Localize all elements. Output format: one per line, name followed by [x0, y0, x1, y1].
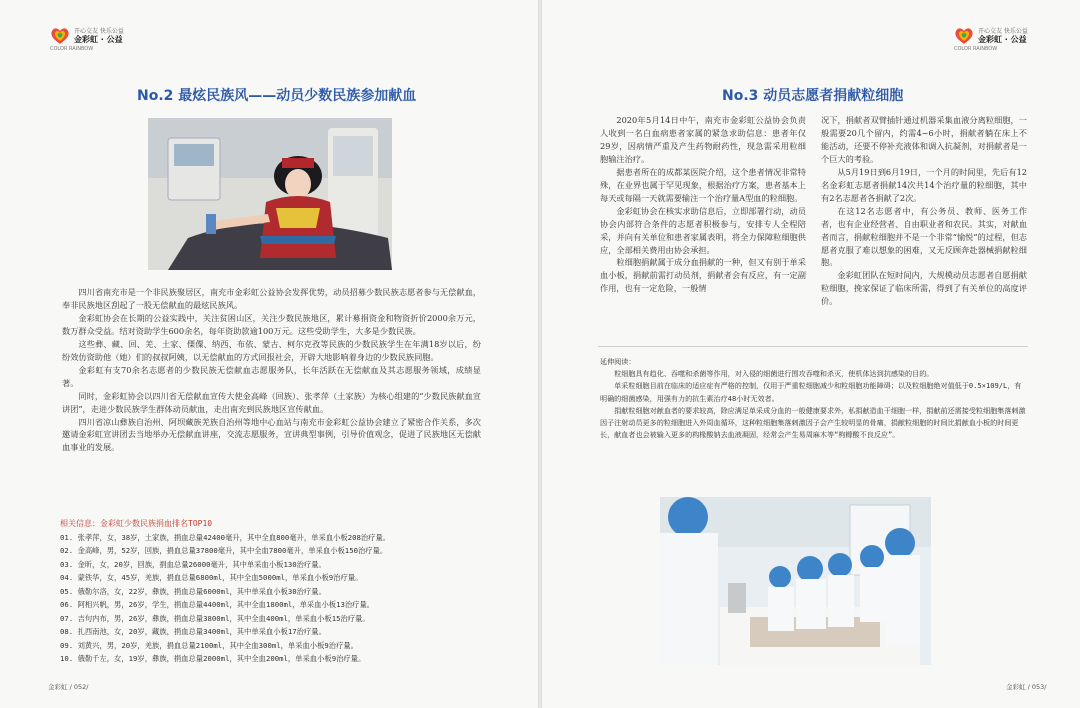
paragraph: 四川省南充市是一个非民族聚居区，南充市金彩虹公益协会发挥优势，动员招募少数民族志愿者参与无偿献血，奉非民族地区刮起了一股无偿献血的最炫民族风。	[62, 287, 481, 310]
paragraph: 粒细胞捐献属于成分血捐献的一种，但又有别于单采血小板，捐献前需打动员剂，捐献者会有反应，有一定副作用，也有一定危险，一般情	[600, 257, 806, 294]
paragraph: 金彩虹团队在短时间内，大规模动员志愿者自愿捐献粒细胞，挽家保证了临床所需，得到了有关单位的高度评价。	[821, 270, 1027, 307]
article-column-2	[821, 114, 1027, 338]
rainbow-heart-logo-icon	[954, 27, 998, 52]
list-item: 02. 金高峰，男，52岁，回族，捐血总量37800毫升，其中全血7800毫升，单采血小板150治疗量。	[60, 546, 388, 556]
extended-reading	[600, 356, 1027, 441]
paragraph: 金彩虹协会在长期的公益实践中，关注贫困山区，关注少数民族地区，累计募捐资金和物资折价2000余万元，数万群众受益。结对资助学生600余名，每年资助款逾100万元。这些受助学生，大多是少数民族。	[62, 312, 481, 336]
paragraph: 四川省凉山彝族自治州、阿坝藏族羌族自治州等地中心血站与南充市金彩虹公益协会建立了紧密合作关系，多次邀请金彩虹宣讲团去当地举办无偿献血讲座，交流志愿服务，宣讲典型事例，引导价值观念，促进了民族地区无偿献血事业的发展。	[62, 416, 481, 453]
list-item: 07. 吉句内布，男，26岁，彝族，捐血总量3800ml，其中全血400ml，单采血小板15治疗量。	[60, 613, 370, 623]
logo-slogan: 开心交友 快乐公益	[74, 28, 124, 36]
logo-caption: COLOR RAINBOW	[50, 46, 94, 52]
logo	[50, 27, 124, 52]
logo-name: 金彩虹 · 公益	[978, 34, 1027, 44]
paragraph: 从5月19日到6月19日，一个月的时间里，先后有12名金彩虹志愿者捐献14次共14个治疗量的粒细胞，其中有2名志愿者各捐献了2次。	[821, 166, 1027, 203]
rainbow-heart-logo-icon	[50, 27, 94, 52]
paragraph: 同时，金彩虹协会以四川省无偿献血宣传大使金高峰（回族）、张孝萍（土家族）为核心组建的“少数民族献血宣讲团”，走进少数民族学生群体动员献血，走出南充到民族地区宣传献血。	[62, 390, 481, 414]
donor-ranking-list	[60, 531, 480, 666]
blood-donation-photo	[148, 118, 392, 270]
page-number: 金彩虹 / 052/	[48, 683, 89, 691]
list-item: 03. 金昕，女，20岁，回族，捐血总量26000毫升，其中单采血小板130治疗量。	[60, 559, 326, 569]
list-item: 06. 阿相兴帆，男，26岁，学生，捐血总量4400ml，其中全血1800ml，单采血小板13治疗量。	[60, 600, 375, 610]
paragraph: 况下，捐献者双臂插针通过机器采集血液分离粒细胞，一般需要20几个留内，约需4~6小时，捐献者躺在床上不能活动，还要不停补充液体和调入抗凝剂，对捐献者是一个巨大的考验。	[821, 115, 1027, 164]
list-item: 04. 蒙铁华，女，45岁，羌族，捐血总量6800ml，其中全血5000ml，单采血小板9治疗量。	[60, 573, 363, 583]
section-divider	[598, 346, 1028, 347]
logo	[954, 27, 1028, 52]
paragraph: 金彩虹有支70余名志愿者的少数民族无偿献血志愿服务队，长年活跃在无偿献血及其志愿服务领域，成绩显著。	[62, 364, 481, 388]
page-number: 金彩虹 / 053/	[1006, 683, 1047, 691]
list-item: 05. 俄勒尔洛，女，22岁，彝族，捐血总量6000ml，其中单采血小板30治疗量。	[60, 586, 326, 596]
list-item: 01. 张孝萍，女，38岁，土家族，捐血总量42400毫升，其中全血800毫升，单采血小板208治疗量。	[60, 533, 391, 542]
left-page	[0, 0, 538, 708]
paragraph: 粒细胞具有趋化、吞噬和杀菌等作用，对入侵的细菌进行围攻吞噬和杀灭，使机体达到抗感染的目的。	[614, 369, 934, 379]
logo-slogan: 开心交友 快乐公益	[978, 28, 1028, 36]
related-info-title: 相关信息：金彩虹少数民族捐血排名TOP10	[60, 519, 213, 528]
paragraph: 单采粒细胞目前在临床的适应症有严格的控制，仅用于严重粒细胞减少和粒细胞功能障碍；以及粒细胞绝对值低于0.5×109/L，有明确的细菌感染，用强有力的抗生素治疗48小时无效者。	[600, 381, 1022, 403]
paragraph: 金彩虹协会在核实求助信息后，立即部署行动，动员协会内部符合条件的志愿者积极参与，安排专人全程陪采，并向有关单位和患者家属表明，将全力保障粒细胞供应，全部相关费用由协会承担。	[600, 205, 806, 255]
list-item: 10. 俄勒千左，女，19岁，彝族，捐血总量2000ml，其中全血200ml，单采血小板9治疗量。	[60, 654, 366, 664]
paragraph: 这些彝、藏、回、羌、土家、傈僳、纳西、布依、蒙古、柯尔克孜等民族的少数民族学生在年满18岁以后，纷纷效仿资助他（她）们的叔叔阿姨，以无偿献血的方式回报社会，开辟大地影响着身边的少数民族同胞。	[62, 338, 481, 362]
article-body-left	[62, 286, 481, 454]
article-column-1	[600, 114, 806, 338]
logo-caption: COLOR RAINBOW	[954, 46, 998, 52]
right-page	[542, 0, 1080, 708]
list-item: 08. 扎西南池，女，20岁，藏族，捐血总量3400ml，其中单采血小板17治疗量。	[60, 627, 326, 637]
page-title: No.3 动员志愿者捐献粒细胞	[722, 88, 904, 104]
logo-name: 金彩虹 · 公益	[74, 34, 123, 44]
paragraph: 在这12名志愿者中，有公务员、教师、医务工作者，也有企业经营者、自由职业者和农民。其实，对献血者而言，捐献粒细胞并不是一个非常“愉悦”的过程，但志愿者克服了难以想象的困难，又无反顾奔赴器械捐献粒细胞。	[821, 205, 1027, 268]
list-item: 09. 刘黄兴，男，20岁，羌族，捐血总量2100ml，其中全血300ml，单采血小板9治疗量。	[60, 640, 358, 650]
page-title: No.2 最炫民族风——动员少数民族参加献血	[137, 88, 417, 104]
paragraph: 据患者所在的成都某医院介绍，这个患者情况非常特殊，在业界也属于罕见现象，根据治疗方案，患者基本上每天或每隔一天就需要输注一个治疗量A型血的粒细胞。	[600, 166, 806, 203]
granulocyte-donation-photo	[660, 497, 931, 665]
paragraph: 2020年5月14日中午，南充市金彩虹公益协会负责人收到一名白血病患者家属的紧急求助信息：患者年仅29岁，因病情严重及产生药物耐药性，现急需采用粒细胞输注治疗。	[600, 115, 806, 164]
extended-reading-title: 延伸阅读：	[600, 357, 636, 366]
paragraph: 捐献粒细胞对献血者的要求较高，除应满足单采成分血的一般健康要求外，私捐献造血干细胞一样，捐献前还需接受粒细胞集落刺激因子注射动员更多的粒细胞进入外周血循环，这种粒细胞集落刺激因子会产生较明显的骨痛，捐献粒细胞的时间比捐献血小板的时间更长，献血者也会被输入更多的构椽酸钠去血液凝固，经常会产生易周麻木等“枸橼酸不良反应”。	[600, 405, 1026, 440]
